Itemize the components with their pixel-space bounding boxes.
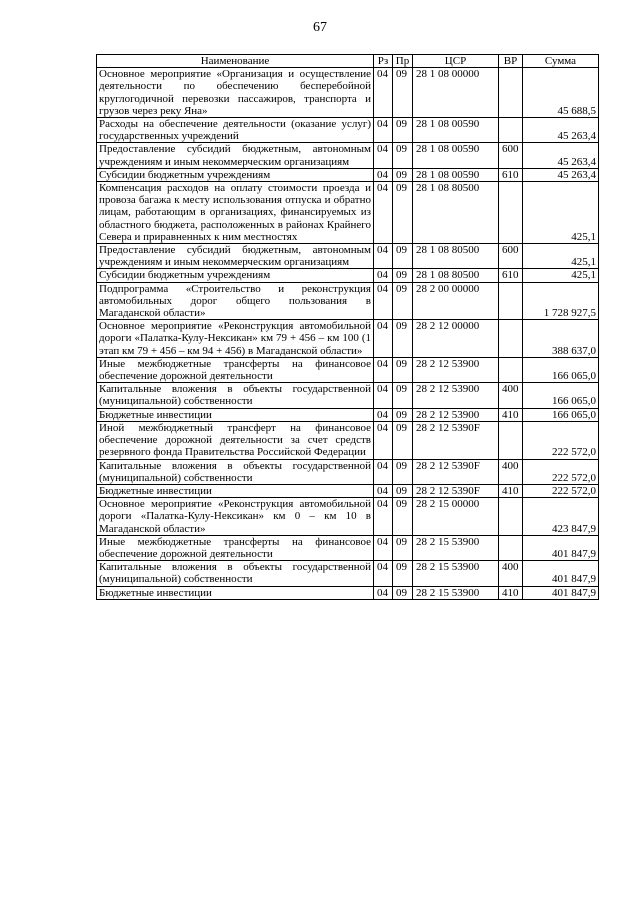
row-vr-cell: 600	[499, 244, 523, 269]
row-pr-cell: 09	[393, 586, 413, 599]
column-header-sum: Сумма	[523, 55, 599, 68]
row-name-cell: Субсидии бюджетным учреждениям	[97, 168, 374, 181]
table-row	[97, 535, 599, 560]
row-sum-cell: 166 065,0	[523, 383, 599, 408]
table-row	[97, 561, 599, 586]
row-name-cell: Расходы на обеспечение деятельности (оказание услуг) государственных учреждений	[97, 118, 374, 143]
row-vr-cell: 400	[499, 561, 523, 586]
table-row	[97, 320, 599, 358]
table-row	[97, 168, 599, 181]
column-header-rz: Рз	[374, 55, 393, 68]
row-rz-cell: 04	[374, 168, 393, 181]
row-name-cell: Компенсация расходов на оплату стоимости проезда и провоза багажа к месту использования отпуска и обратно лицам, работающим в организациях, финансируемых из областного бюджета, расположенных в районах Крайнего Севера и приравненных к ним местностях	[97, 182, 374, 244]
table-row	[97, 143, 599, 168]
row-csr-cell: 28 2 15 53900	[413, 535, 499, 560]
row-pr-cell: 09	[393, 408, 413, 421]
column-header-name: Наименование	[97, 55, 374, 68]
table-row	[97, 459, 599, 484]
row-vr-cell	[499, 498, 523, 536]
row-pr-cell: 09	[393, 357, 413, 382]
table-header-row	[97, 55, 599, 68]
row-pr-cell: 09	[393, 383, 413, 408]
row-csr-cell: 28 1 08 80500	[413, 269, 499, 282]
row-pr-cell: 09	[393, 244, 413, 269]
row-name-cell: Капитальные вложения в объекты государственной (муниципальной) собственности	[97, 561, 374, 586]
row-pr-cell: 09	[393, 282, 413, 320]
column-header-pr: Пр	[393, 55, 413, 68]
row-csr-cell: 28 2 12 5390F	[413, 484, 499, 497]
row-csr-cell: 28 2 15 53900	[413, 561, 499, 586]
row-sum-cell: 401 847,9	[523, 561, 599, 586]
row-pr-cell: 09	[393, 269, 413, 282]
row-sum-cell: 45 263,4	[523, 143, 599, 168]
row-name-cell: Предоставление субсидий бюджетным, автономным учреждениям и иным некоммерческим организациям	[97, 244, 374, 269]
row-vr-cell	[499, 282, 523, 320]
row-csr-cell: 28 2 12 00000	[413, 320, 499, 358]
row-sum-cell: 222 572,0	[523, 459, 599, 484]
row-csr-cell: 28 1 08 00590	[413, 143, 499, 168]
row-csr-cell: 28 1 08 00000	[413, 68, 499, 118]
table-row	[97, 244, 599, 269]
row-csr-cell: 28 2 15 00000	[413, 498, 499, 536]
row-pr-cell: 09	[393, 498, 413, 536]
table-row	[97, 408, 599, 421]
row-rz-cell: 04	[374, 421, 393, 459]
row-sum-cell: 45 263,4	[523, 118, 599, 143]
row-csr-cell: 28 1 08 00590	[413, 118, 499, 143]
row-csr-cell: 28 1 08 80500	[413, 244, 499, 269]
row-name-cell: Капитальные вложения в объекты государственной (муниципальной) собственности	[97, 383, 374, 408]
row-csr-cell: 28 2 12 5390F	[413, 421, 499, 459]
row-rz-cell: 04	[374, 182, 393, 244]
row-vr-cell	[499, 535, 523, 560]
row-sum-cell: 425,1	[523, 244, 599, 269]
row-pr-cell: 09	[393, 68, 413, 118]
row-vr-cell: 410	[499, 586, 523, 599]
table-row	[97, 118, 599, 143]
row-vr-cell	[499, 68, 523, 118]
row-rz-cell: 04	[374, 143, 393, 168]
table-row	[97, 182, 599, 244]
row-rz-cell: 04	[374, 320, 393, 358]
row-pr-cell: 09	[393, 168, 413, 181]
row-rz-cell: 04	[374, 535, 393, 560]
row-vr-cell	[499, 118, 523, 143]
table-row	[97, 269, 599, 282]
row-vr-cell: 410	[499, 484, 523, 497]
row-csr-cell: 28 2 00 00000	[413, 282, 499, 320]
row-pr-cell: 09	[393, 320, 413, 358]
row-name-cell: Подпрограмма «Строительство и реконструкция автомобильных дорог общего пользования в Магаданской области»	[97, 282, 374, 320]
row-vr-cell: 400	[499, 459, 523, 484]
row-name-cell: Основное мероприятие «Реконструкция автомобильной дороги «Палатка-Кулу-Нексикан» км 79 + 456 – км 100 (1 этап км 79 + 456 – км 94 + 456) в Магаданской области»	[97, 320, 374, 358]
table-row	[97, 586, 599, 599]
row-name-cell: Субсидии бюджетным учреждениям	[97, 269, 374, 282]
row-pr-cell: 09	[393, 561, 413, 586]
row-rz-cell: 04	[374, 357, 393, 382]
row-vr-cell: 400	[499, 383, 523, 408]
row-vr-cell: 600	[499, 143, 523, 168]
row-vr-cell	[499, 357, 523, 382]
row-sum-cell: 45 688,5	[523, 68, 599, 118]
row-rz-cell: 04	[374, 408, 393, 421]
row-sum-cell: 401 847,9	[523, 586, 599, 599]
row-rz-cell: 04	[374, 586, 393, 599]
row-pr-cell: 09	[393, 459, 413, 484]
row-name-cell: Иной межбюджетный трансферт на финансовое обеспечение дорожной деятельности за счет средств резервного фонда Правительства Российской Федерации	[97, 421, 374, 459]
row-sum-cell: 425,1	[523, 269, 599, 282]
row-vr-cell	[499, 421, 523, 459]
budget-table	[96, 54, 599, 600]
row-name-cell: Основное мероприятие «Реконструкция автомобильной дороги «Палатка-Кулу-Нексикан» км 0 – км 10 в Магаданской области»	[97, 498, 374, 536]
column-header-vr: ВР	[499, 55, 523, 68]
page-number: 67	[313, 20, 327, 35]
row-rz-cell: 04	[374, 118, 393, 143]
row-sum-cell: 222 572,0	[523, 484, 599, 497]
table-row	[97, 282, 599, 320]
row-name-cell: Иные межбюджетные трансферты на финансовое обеспечение дорожной деятельности	[97, 357, 374, 382]
row-name-cell: Капитальные вложения в объекты государственной (муниципальной) собственности	[97, 459, 374, 484]
row-name-cell: Иные межбюджетные трансферты на финансовое обеспечение дорожной деятельности	[97, 535, 374, 560]
table-row	[97, 421, 599, 459]
row-csr-cell: 28 1 08 80500	[413, 182, 499, 244]
row-name-cell: Бюджетные инвестиции	[97, 408, 374, 421]
row-sum-cell: 166 065,0	[523, 357, 599, 382]
row-rz-cell: 04	[374, 498, 393, 536]
row-pr-cell: 09	[393, 118, 413, 143]
table-row	[97, 498, 599, 536]
row-rz-cell: 04	[374, 484, 393, 497]
row-csr-cell: 28 2 12 53900	[413, 383, 499, 408]
row-csr-cell: 28 2 12 5390F	[413, 459, 499, 484]
row-vr-cell: 610	[499, 269, 523, 282]
row-sum-cell: 423 847,9	[523, 498, 599, 536]
row-csr-cell: 28 2 15 53900	[413, 586, 499, 599]
row-csr-cell: 28 2 12 53900	[413, 357, 499, 382]
row-rz-cell: 04	[374, 269, 393, 282]
row-sum-cell: 401 847,9	[523, 535, 599, 560]
row-vr-cell: 610	[499, 168, 523, 181]
row-rz-cell: 04	[374, 561, 393, 586]
row-csr-cell: 28 2 12 53900	[413, 408, 499, 421]
row-sum-cell: 166 065,0	[523, 408, 599, 421]
row-rz-cell: 04	[374, 282, 393, 320]
column-header-csr: ЦСР	[413, 55, 499, 68]
row-name-cell: Бюджетные инвестиции	[97, 484, 374, 497]
row-csr-cell: 28 1 08 00590	[413, 168, 499, 181]
row-vr-cell: 410	[499, 408, 523, 421]
row-sum-cell: 222 572,0	[523, 421, 599, 459]
row-vr-cell	[499, 182, 523, 244]
row-sum-cell: 45 263,4	[523, 168, 599, 181]
row-name-cell: Предоставление субсидий бюджетным, автономным учреждениям и иным некоммерческим организациям	[97, 143, 374, 168]
row-rz-cell: 04	[374, 244, 393, 269]
table-row	[97, 357, 599, 382]
table-row	[97, 484, 599, 497]
row-sum-cell: 388 637,0	[523, 320, 599, 358]
row-rz-cell: 04	[374, 459, 393, 484]
row-pr-cell: 09	[393, 182, 413, 244]
row-pr-cell: 09	[393, 535, 413, 560]
row-sum-cell: 1 728 927,5	[523, 282, 599, 320]
table-row	[97, 383, 599, 408]
row-name-cell: Бюджетные инвестиции	[97, 586, 374, 599]
row-rz-cell: 04	[374, 383, 393, 408]
row-name-cell: Основное мероприятие «Организация и осуществление деятельности по обеспечению бесперебойной круглогодичной перевозки пассажиров, транспорта и грузов через реку Яна»	[97, 68, 374, 118]
table-row	[97, 68, 599, 118]
row-pr-cell: 09	[393, 421, 413, 459]
row-sum-cell: 425,1	[523, 182, 599, 244]
row-vr-cell	[499, 320, 523, 358]
row-pr-cell: 09	[393, 143, 413, 168]
row-rz-cell: 04	[374, 68, 393, 118]
row-pr-cell: 09	[393, 484, 413, 497]
